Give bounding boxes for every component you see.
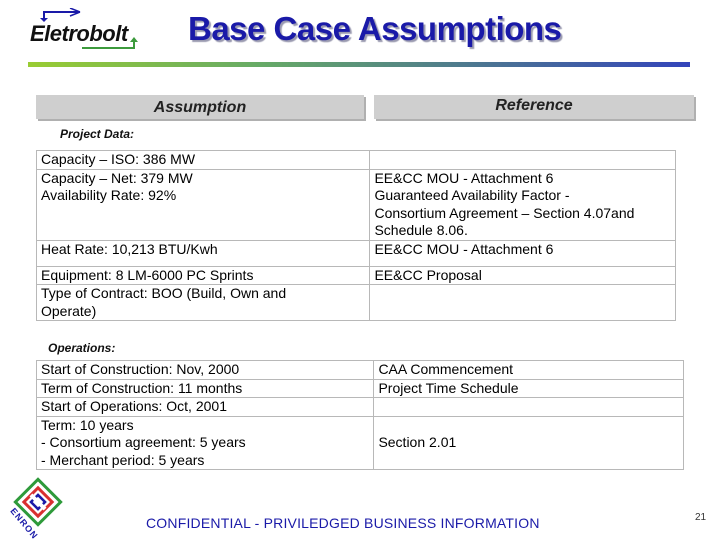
table-row: [37, 240, 676, 266]
assumption-cell: Start of Operations: Oct, 2001: [37, 398, 374, 417]
reference-column-header: Reference: [374, 95, 694, 119]
assumption-cell: Equipment: 8 LM-6000 PC Sprints: [37, 266, 370, 285]
project-data-label: Project Data:: [60, 127, 135, 141]
logo-text: Eletrobolt: [30, 21, 128, 46]
confidential-notice: CONFIDENTIAL - PRIVILEDGED BUSINESS INFORMATION: [146, 515, 540, 531]
reference-cell: EE&CC MOU - Attachment 6: [370, 240, 676, 266]
assumption-cell: Capacity – ISO: 386 MW: [37, 151, 370, 170]
assumption-cell: Type of Contract: BOO (Build, Own and Operate): [37, 285, 370, 321]
operations-label: Operations:: [48, 341, 116, 355]
assumption-column-header: Assumption: [36, 95, 364, 119]
table-row: [37, 285, 676, 321]
table-row: [37, 398, 684, 417]
table-row: [37, 379, 684, 398]
reference-cell: [370, 151, 676, 170]
reference-cell: EE&CC MOU - Attachment 6 Guaranteed Availability Factor - Consortium Agreement – Section 4.07and Schedule 8.06.: [370, 169, 676, 240]
title-divider: [28, 62, 690, 67]
reference-cell: CAA Commencement: [374, 361, 684, 380]
enron-logo: [8, 472, 68, 541]
eletrobolt-logo: [22, 8, 144, 52]
reference-cell: EE&CC Proposal: [370, 266, 676, 285]
assumption-cell: Capacity – Net: 379 MW Availability Rate: 92%: [37, 169, 370, 240]
operations-table: [36, 360, 684, 470]
table-row: [37, 169, 676, 240]
table-row: [37, 361, 684, 380]
table-row: [37, 266, 676, 285]
reference-cell: Project Time Schedule: [374, 379, 684, 398]
reference-cell: Section 2.01: [374, 416, 684, 470]
table-row: [37, 151, 676, 170]
assumption-cell: Heat Rate: 10,213 BTU/Kwh: [37, 240, 370, 266]
page-title: Base Case Assumptions: [188, 10, 562, 47]
assumption-cell: Term of Construction: 11 months: [37, 379, 374, 398]
enron-logo-text: ENRON: [8, 506, 41, 541]
assumption-cell: Term: 10 years - Consortium agreement: 5 years - Merchant period: 5 years: [37, 416, 374, 470]
project-data-table: [36, 150, 676, 321]
reference-cell: [374, 398, 684, 417]
assumption-cell: Start of Construction: Nov, 2000: [37, 361, 374, 380]
table-row: [37, 416, 684, 470]
reference-cell: [370, 285, 676, 321]
page-number: 21: [695, 512, 707, 523]
